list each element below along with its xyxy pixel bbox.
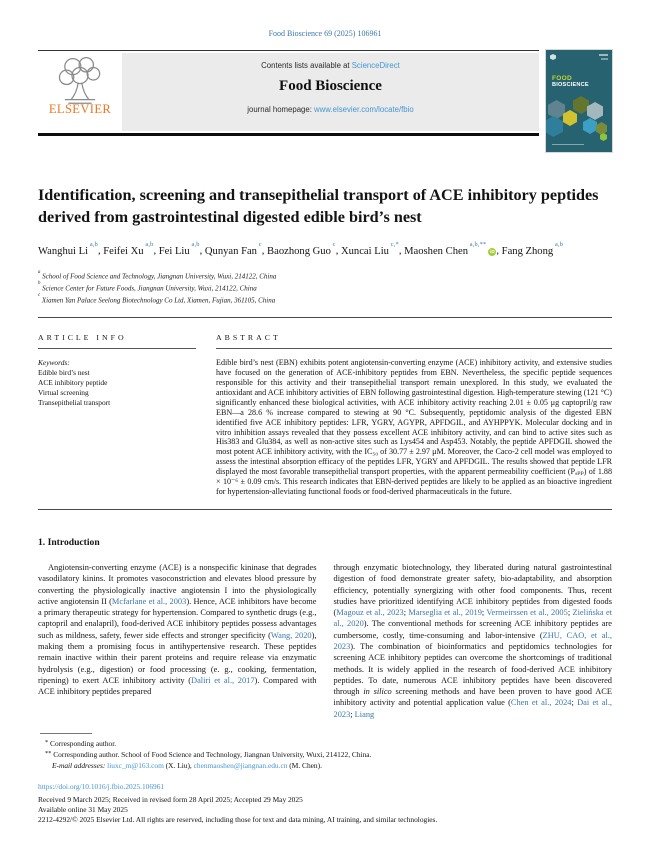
cover-hexagon — [548, 100, 565, 119]
affiliation: $^a$ School of Food Science and Technology, Jiangnan University, Wuxi, 214122, China — [38, 269, 277, 281]
affiliation: $^c$ Xiamen Yan Palace Seelong Biotechnology Co Ltd, Xiamen, Fujian, 361105, China — [38, 293, 276, 304]
citation-link[interactable]: ZHU, CAO, et al., 2023 — [333, 630, 612, 651]
journal-banner — [122, 53, 539, 131]
divider — [38, 50, 539, 51]
author-name: Fei Liu $^{a,b}$ — [158, 240, 200, 257]
divider — [38, 348, 196, 349]
doi-link[interactable]: https://doi.org/10.1016/j.fbio.2025.106961 — [38, 782, 165, 792]
author-name: Xuncai Liu $^{c,*}$ — [340, 240, 399, 257]
cover-title-line2: BIOSCIENCE — [552, 82, 589, 88]
citation-link[interactable]: Liang — [354, 709, 375, 719]
divider — [38, 133, 539, 136]
author-affil-ref: a,b — [553, 240, 564, 248]
elsevier-logo — [38, 53, 122, 131]
orcid-icon[interactable]: iD — [490, 248, 495, 254]
cover-footer-mark — [552, 144, 584, 146]
homepage-link[interactable]: www.elsevier.com/locate/fbio — [314, 105, 414, 114]
article-info-section — [38, 333, 196, 497]
article-info-heading: ARTICLE INFO — [38, 333, 127, 343]
copyright-line: 2212-4292/© 2025 Elsevier Ltd. All rights are reserved, including those for text and data mining, AI training, and similar technologies. — [38, 815, 438, 825]
journal-header — [38, 50, 612, 152]
author-name: Maoshen Chen $^{a,b,**}$ — [404, 240, 487, 257]
footnote-corresponding-1: * Corresponding author. — [45, 739, 117, 749]
author-affil-ref: c,* — [388, 240, 399, 248]
keyword: Virtual screening — [38, 388, 89, 398]
keyword: ACE inhibitory peptide — [38, 378, 108, 388]
author-affil-ref: c — [256, 240, 262, 248]
divider — [38, 317, 612, 318]
email-link-mchen[interactable]: chenmaoshen@jiangnan.edu.cn — [193, 761, 288, 771]
elsevier-wordmark: ELSEVIER — [48, 102, 112, 116]
citation-link[interactable]: Daliri et al., 2017 — [191, 675, 255, 685]
author-name: Baozhong Guo $^c$ — [267, 240, 336, 257]
author-affil-ref: a,b,** — [468, 240, 487, 248]
journal-cover-image — [546, 50, 612, 152]
citation-link[interactable]: Vermeirssen et al., 2005 — [486, 608, 568, 618]
article-history: Received 9 March 2025; Received in revised form 28 April 2025; Accepted 29 May 2025 — [38, 795, 303, 805]
abstract-text: Edible bird’s nest (EBN) exhibits potent angiotensin-converting enzyme (ACE) inhibitory activity, and extensive studies have focused on the generation of ACE-inhibitory peptides from EBN. Nevertheless, the specific peptide sequences responsible for this activity and their transepithelial transport remain unexplored. In this study, we evaluated the antioxidant and ACE inhibitory activities of EBN following gastrointestinal digestion. High-temperature stewing (121 °C) significantly enhanced these biological activities, with ACE inhibitory activity reaching 2.01 ± 0.05 μg captopril/g raw EBN—a 28.6 % increase compared to stewing at 90 °C. Subsequently, peptidomic analysis of the digested EBN identified five ACE inhibitory peptides: LFR, YGRY, AGYPR, APFDGIL, and AYHPPYK. Molecular docking and in vitro inhibition assays revealed that they possess excellent ACE inhibitory activity, and can bind to active sites such as His383 and Glu384, as well as non-active sites such as Lys454 and Asp453. Notably, the peptide APFDGIL showed the most potent ACE inhibitory activity, with the IC₅₀ of 30.77 ± 2.97 μM. Moreover, the Caco-2 cell model was employed to assess the intestinal absorption efficacy of the peptides LFR, YGRY and APFDGIL. The results showed that peptide LFR displayed the most favorable transepithelial transport properties, with the apparent permeability coefficient (Pₐₚₚ) of 1.88 × 10⁻⁶ ± 0.09 cm/s. This research indicates that EBN-derived peptides are likely to be applied as an bioactive ingredient for hypertension-alleviating functional foods or food-derived pharmaceuticals in the future. — [216, 358, 612, 497]
keyword-list — [38, 368, 196, 408]
footnote-divider — [40, 733, 92, 734]
cover-hexagon — [573, 96, 589, 114]
email-addresses-line: E-mail addresses: liuxc_m@163.com (X. Liu), chenmaoshen@jiangnan.edu.cn (M. Chen). — [52, 761, 322, 771]
author-name: Feifei Xu $^{a,b}$ — [103, 240, 154, 257]
author-affil-ref: a,b — [143, 240, 154, 248]
citation-link[interactable]: Dai et al., 2023 — [333, 698, 613, 719]
footnote-corresponding-2: ** Corresponding author. School of Food Science and Technology, Jiangnan University, Wuxi, 214122, China. — [45, 750, 372, 760]
contents-lists-text: Contents lists available at — [261, 61, 352, 70]
cover-hexagon — [546, 116, 563, 137]
journal-citation: Food Bioscience 69 (2025) 106961 — [268, 29, 382, 38]
divider — [38, 509, 612, 510]
email-label: E-mail addresses: — [52, 761, 106, 771]
author-name: Qunyan Fan $^c$ — [204, 240, 262, 257]
sciencedirect-link[interactable]: ScienceDirect — [351, 61, 400, 70]
homepage-label: journal homepage: — [247, 105, 315, 114]
cover-issue-mark — [601, 58, 608, 60]
divider — [216, 348, 612, 349]
cover-hexagon — [583, 118, 597, 134]
available-online: Available online 31 May 2025 — [38, 805, 128, 815]
author-name: Wanghui Li $^{a,b}$ — [38, 240, 98, 257]
body-text-columns — [38, 562, 612, 720]
footnote-marker: * — [45, 739, 49, 747]
author-list: Wanghui Li $^{a,b}$, Feifei Xu $^{a,b}$, Fei Liu $^{a,b}$, Qunyan Fan $^c$, Baozhong Guo $^c$, Xuncai Liu $^{c,*}$, Maoshen Chen $^{a,b,**}$iD , Fang Zhong $^{a,b}$ — [38, 240, 564, 257]
footnote-marker: ** — [45, 750, 52, 758]
abstract-heading: ABSTRACT — [216, 333, 281, 343]
cover-hexagon — [587, 102, 603, 120]
cover-logo-mark — [550, 54, 556, 60]
elsevier-tree-icon — [53, 55, 107, 105]
affiliation: $^b$ Science Center for Future Foods, Jiangnan University, Wuxi, 214122, China — [38, 281, 257, 293]
author-name: Fang Zhong $^{a,b}$ — [501, 240, 564, 257]
intro-col-right: through enzymatic biotechnology, they liberated during natural gastrointestinal digestion of food demonstrate greater safety, bio-adaptability, and absorption efficiency, potentially synergizing with other food components. Thus, recent studies have prioritized identifying ACE inhibitory peptides from digested foods (Magouz et al., 2023; Marseglia et al., 2019; Vermeirssen et al., 2005; Zielińska et al., 2020). The conventional methods for screening ACE inhibitory peptides are cumbersome, costly, time-consuming and labor-intensive (ZHU, CAO, et al., 2023). The combination of bioinformatics and peptidomics technologies for screening ACE inhibitory peptides can overcome the shortcomings of traditional methods. It is widely applied in the research of food-derived ACE inhibitory peptides. To date, numerous ACE inhibitory peptides have been discovered through in silico screening methods and have been proven to have good ACE inhibitory activity and potential application value (Chen et al., 2024; Dai et al., 2023; Liang — [333, 562, 613, 719]
author-affil-ref: c — [330, 240, 336, 248]
abstract-section — [216, 333, 612, 497]
journal-title: Food Bioscience — [279, 78, 382, 94]
article-title: Identification, screening and transepithelial transport of ACE inhibitory peptides derived from gastrointestinal digested edible bird’s nest — [38, 186, 599, 226]
cover-title-line1: FOOD — [552, 75, 572, 82]
cover-hexagon — [596, 122, 607, 135]
citation-link[interactable]: Magouz et al., 2023 — [336, 608, 404, 618]
cover-hexagon — [563, 110, 577, 126]
citation-link[interactable]: Chen et al., 2024 — [510, 698, 572, 708]
author-affil-ref: a,b — [88, 240, 98, 248]
affiliation-list — [38, 270, 612, 305]
citation-link[interactable]: Wang, 2020 — [270, 630, 312, 640]
section-heading-introduction: 1. Introduction — [38, 536, 100, 548]
citation-link[interactable]: Marseglia et al., 2019 — [408, 608, 482, 618]
citation-link[interactable]: Mcfarlane et al., 2003 — [111, 596, 187, 606]
author-affil-ref: a,b — [189, 240, 200, 248]
email-link-xliu[interactable]: liuxc_m@163.com — [107, 761, 164, 771]
citation-link[interactable]: Zielińska et al., 2020 — [333, 608, 613, 629]
journal-banner-block — [38, 50, 539, 136]
keyword: Transepithelial transport — [38, 398, 111, 408]
footnote-area — [38, 733, 612, 826]
cover-issue-mark — [599, 54, 608, 56]
keywords-label: Keywords: — [38, 358, 70, 368]
intro-col-left: Angiotensin-converting enzyme (ACE) is a nonspecific kininase that degrades vasodilatory kinins. It promotes vasoconstriction and elevates blood pressure by converting the physiologically inactive angiotensin I into the physiologically active angiotensin II (Mcfarlane et al., 2003). Hence, ACE inhibitors have become a primary therapeutic strategy for hypertension. Compared to synthetic drugs (e.g., captopril and enalapril), food-derived ACE inhibitory peptides possess advantages such as mildness, safety, fewer side effects and stronger specificity (Wang, 2020), making them a promising focus in antihypertensive research. These peptides remain inactive within their parent proteins and require release via enzymatic hydrolysis (e.g., digestion) or food processing (e. g., cooking, fermentation, ripening) to exert ACE inhibitory activity (Daliri et al., 2017). Compared with ACE inhibitory peptides prepared — [38, 562, 317, 697]
keyword: Edible bird’s nest — [38, 368, 90, 378]
